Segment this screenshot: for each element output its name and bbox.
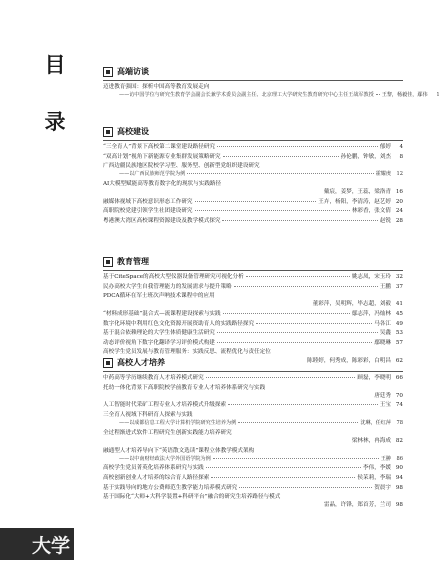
entry-title: 三全育人视域下科研育人探索与实践 xyxy=(103,411,193,418)
toc-entry[interactable] xyxy=(103,218,403,225)
dot-leader xyxy=(223,313,350,314)
entry-page: 32 xyxy=(395,274,403,280)
section-divider xyxy=(103,80,403,81)
toc-entry[interactable] xyxy=(103,412,403,419)
entry-page: 1 xyxy=(436,92,440,99)
entry-title: 动态评价视角下数字化翻译学习评价模式构建 xyxy=(103,339,215,346)
brand-text: 大学 xyxy=(31,534,70,557)
entry-title: 高校学生党员菁英化培养体系研究与实践 xyxy=(103,465,204,472)
entry-authors: 马各江 xyxy=(374,320,391,327)
toc-entry[interactable] xyxy=(103,349,403,356)
section-heading xyxy=(103,256,403,267)
toc-entry[interactable] xyxy=(103,144,403,151)
toc-entry[interactable] xyxy=(103,284,403,291)
entry-authors: 李伟，李媛 xyxy=(363,465,391,472)
entry-authors: 王宝 xyxy=(379,402,391,409)
dot-leader xyxy=(195,201,317,202)
entry-page: 98 xyxy=(395,484,403,491)
toc-entry[interactable] xyxy=(103,465,403,472)
entry-authors: 沈琳，任红萍 xyxy=(360,420,391,427)
entry-authors: 陈睦婷，何秀成，陈彩彩，白明昌 xyxy=(307,357,391,364)
dot-leader xyxy=(217,342,372,343)
toc-section xyxy=(103,126,403,225)
entry-authors: 王翀 xyxy=(380,455,391,462)
entry-title: 全过程渐进式软件工程研究生创新实践能力培养研究 xyxy=(103,429,232,436)
entry-title: 人工智能时代采矿工程专业人才培养模式升级探索 xyxy=(103,402,227,409)
toc-section xyxy=(103,66,440,99)
dot-leader xyxy=(246,276,350,277)
square-bullet-icon xyxy=(103,67,113,77)
square-bullet-icon xyxy=(103,358,113,368)
dot-leader xyxy=(195,210,350,211)
toc-entry[interactable] xyxy=(103,502,403,509)
toc-entry[interactable] xyxy=(103,92,440,99)
entry-authors: 王卉，杨阳，李清涛，赵艺婷 xyxy=(318,198,391,205)
entry-page: 62 xyxy=(395,357,403,364)
entry-title: ——访中国学位与研究生教育学会副会长兼学术委员会副主任、北京理工大学研究生教育研究中心主任王战军教授 xyxy=(119,92,374,99)
entry-page: 45 xyxy=(395,310,403,317)
entry-authors: 孙伦鹏，钟敏，刘杰 xyxy=(340,153,391,160)
entry-title: “双高计划”视角下新能源专业集群发展策略研究 xyxy=(103,153,221,160)
section-divider xyxy=(103,140,403,141)
toc-entry[interactable] xyxy=(103,208,403,215)
entry-page: 82 xyxy=(395,437,403,444)
square-bullet-icon xyxy=(103,257,113,267)
toc-entry[interactable] xyxy=(103,189,403,196)
toc-entry[interactable] xyxy=(103,274,403,281)
dot-leader xyxy=(213,458,379,459)
square-bullet-icon xyxy=(103,127,113,137)
entry-title: 融媒体视域下高校意识形态工作研究 xyxy=(103,198,193,205)
section-divider xyxy=(103,371,403,372)
entry-page: 4 xyxy=(399,144,403,150)
toc-side-title xyxy=(38,54,72,168)
entry-title: “三全育人”背景下高校第二课堂建设路径研究 xyxy=(103,144,216,150)
toc-entry[interactable] xyxy=(103,456,403,463)
entry-page: 49 xyxy=(395,320,403,327)
entry-title: 融通型人才培养导向下“英语散文选读”课程立体教学模式架构 xyxy=(103,447,255,454)
entry-authors: 董彩萍，吴明辉，毕志超，刘毅 xyxy=(312,301,391,308)
toc-entry[interactable] xyxy=(103,438,403,445)
toc-entry[interactable] xyxy=(103,475,403,482)
dot-leader xyxy=(217,146,378,147)
dot-leader xyxy=(239,487,372,488)
entry-title: ——以广西民族师范学院为例 xyxy=(119,171,186,178)
entry-authors: 王鹏 xyxy=(379,283,391,290)
entry-title: 基于混合依赖理论的大学生体质健康生活研究 xyxy=(103,330,215,337)
entry-title: 基于CiteSpace的高校大型仪器设备管理研究可视化分析 xyxy=(103,274,244,280)
entry-title: 基于实践导向的地方公费师范生教学能力培养模式研究 xyxy=(103,484,238,491)
entry-title: 数字化环境中利用红色文化资源开展资助育人的实践路径探究 xyxy=(103,320,255,327)
section-divider xyxy=(103,270,403,271)
entry-authors: 赵锐 xyxy=(379,217,391,224)
dot-leader xyxy=(234,286,378,287)
toc-entry[interactable] xyxy=(103,301,403,308)
entry-authors: 林彩香，张文倩 xyxy=(351,208,391,215)
dot-leader xyxy=(211,477,355,478)
entry-title: 高校学生党员发展与教育管理服务：实践反思、流程优化与责任定位 xyxy=(103,349,271,356)
entry-authors: 霍耀虔 xyxy=(375,171,391,178)
dot-leader xyxy=(223,156,339,157)
toc-entry[interactable] xyxy=(103,330,403,337)
entry-title: 广西边疆民族地区院校学习型、服务型、创新型党组织建设研究 xyxy=(103,163,260,170)
toc-entry[interactable] xyxy=(103,430,403,437)
entry-page: 74 xyxy=(395,402,403,409)
entry-title: “材料成形基础”混合式—流课程建设探索与实践 xyxy=(103,310,221,317)
section-heading xyxy=(103,66,403,77)
entry-page: 37 xyxy=(395,283,403,290)
entry-authors: 鄢志萍，冯灿林 xyxy=(351,310,391,317)
toc-entry[interactable] xyxy=(103,385,403,392)
entry-authors: 唐廷秀 xyxy=(374,392,391,399)
entry-page: 12 xyxy=(396,171,403,178)
entry-page: 41 xyxy=(395,301,403,308)
entry-page: 28 xyxy=(395,217,403,224)
toc-entry[interactable] xyxy=(103,154,403,161)
toc-entry[interactable] xyxy=(103,485,403,492)
entry-page: 57 xyxy=(395,339,403,346)
entry-title: 中药高等学历继续教育人才培养模式研究 xyxy=(103,375,204,381)
entry-page: 24 xyxy=(395,208,403,215)
entry-title: ——以成都信息工程大学计算机学院研究生培养为例 xyxy=(119,420,237,427)
entry-title: ——以中南财经政法大学外国语学院为例 xyxy=(119,455,211,462)
section-heading xyxy=(103,126,403,137)
dot-leader xyxy=(222,220,377,221)
entry-page: 94 xyxy=(395,474,403,481)
section-title: 高校建设 xyxy=(117,127,149,136)
entry-authors: 雷晶，许锋，郑首芳，兰司 xyxy=(323,502,391,509)
toc-content xyxy=(103,0,440,582)
entry-page: 66 xyxy=(395,375,403,381)
toc-entry[interactable] xyxy=(103,199,403,206)
entry-authors: 梁林林，冉海成 xyxy=(351,437,391,444)
entry-title: 迈进教育强国：探析中国高等教育发展走向 xyxy=(103,84,210,90)
toc-entry[interactable] xyxy=(103,84,403,91)
section-title: 高端访谈 xyxy=(117,67,149,76)
toc-entry[interactable] xyxy=(103,321,403,328)
entry-authors: 鄢晓琳 xyxy=(374,339,391,346)
toc-entry[interactable] xyxy=(103,393,403,400)
entry-title: 高职院校党建引领学生社团建设研究 xyxy=(103,208,193,215)
dot-leader xyxy=(228,404,378,405)
dot-leader xyxy=(238,422,358,423)
entry-authors: 戴宸，姜梦，王蕊，梁洛青 xyxy=(323,189,391,196)
toc-char-2: 录 xyxy=(44,109,66,134)
entry-page: 78 xyxy=(396,420,403,427)
toc-entry[interactable] xyxy=(103,293,403,300)
entry-page: 20 xyxy=(395,198,403,205)
entry-page: 90 xyxy=(395,465,403,472)
entry-page: 8 xyxy=(399,153,403,160)
entry-page: 70 xyxy=(395,392,403,399)
dot-leader xyxy=(206,377,356,378)
entry-title: 托幼一体化背景下高职院校学前教育专业人才培养体系研究与实践 xyxy=(103,384,266,391)
entry-authors: 顾磊，李晓明 xyxy=(357,375,391,381)
entry-title: 民办高校大学生自我管理能力的发展需求与提升策略 xyxy=(103,283,232,290)
toc-entry[interactable] xyxy=(103,420,403,427)
entry-page: 86 xyxy=(396,455,403,462)
toc-entry[interactable] xyxy=(103,171,403,178)
entry-title: AI大模型赋能高等教育数字化的现状与实践路径 xyxy=(103,180,222,187)
toc-char-1: 目 xyxy=(44,52,66,77)
dot-leader xyxy=(217,332,378,333)
toc-entry[interactable] xyxy=(103,448,403,455)
entry-title: 粤港澳大湾区高校课程资源建设及教学模式探究 xyxy=(103,217,221,224)
dot-leader xyxy=(256,323,372,324)
toc-entry[interactable] xyxy=(103,375,403,382)
entry-authors: 王黎，杨毅佳，鄢伟 xyxy=(381,92,428,99)
toc-section xyxy=(103,357,403,509)
entry-authors: 姚志凤，宋玉玲 xyxy=(351,274,391,280)
toc-entry[interactable] xyxy=(103,311,403,318)
journal-brand-tab xyxy=(0,528,74,560)
entry-title: 基于国际化“大师+大科学装置+科研平台”融合的研究生培养路径与模式 xyxy=(103,494,281,501)
dot-leader xyxy=(187,173,373,174)
dot-leader xyxy=(206,467,361,468)
entry-page: 53 xyxy=(395,330,403,337)
toc-entry[interactable] xyxy=(103,163,403,170)
section-title: 教育管理 xyxy=(117,257,149,266)
toc-entry[interactable] xyxy=(103,181,403,188)
entry-authors: 吴鑫 xyxy=(379,330,391,337)
toc-entry[interactable] xyxy=(103,402,403,409)
dot-leader xyxy=(376,94,380,95)
entry-page: 16 xyxy=(395,189,403,196)
entry-page: 98 xyxy=(395,502,403,509)
toc-entry[interactable] xyxy=(103,340,403,347)
entry-authors: 郁婷 xyxy=(379,144,391,150)
section-title: 高校人才培养 xyxy=(117,358,165,367)
toc-section xyxy=(103,256,403,364)
entry-title: PDCA循环在军士班次声呐技术课程中的应用 xyxy=(103,293,215,300)
toc-entry[interactable] xyxy=(103,494,403,501)
entry-authors: 侯茉莉，李瑞 xyxy=(357,474,391,481)
entry-authors: 贺晨宇 xyxy=(374,484,391,491)
section-heading xyxy=(103,357,403,368)
entry-title: 高校创新创业人才培养的综合育人路径探索 xyxy=(103,474,210,481)
